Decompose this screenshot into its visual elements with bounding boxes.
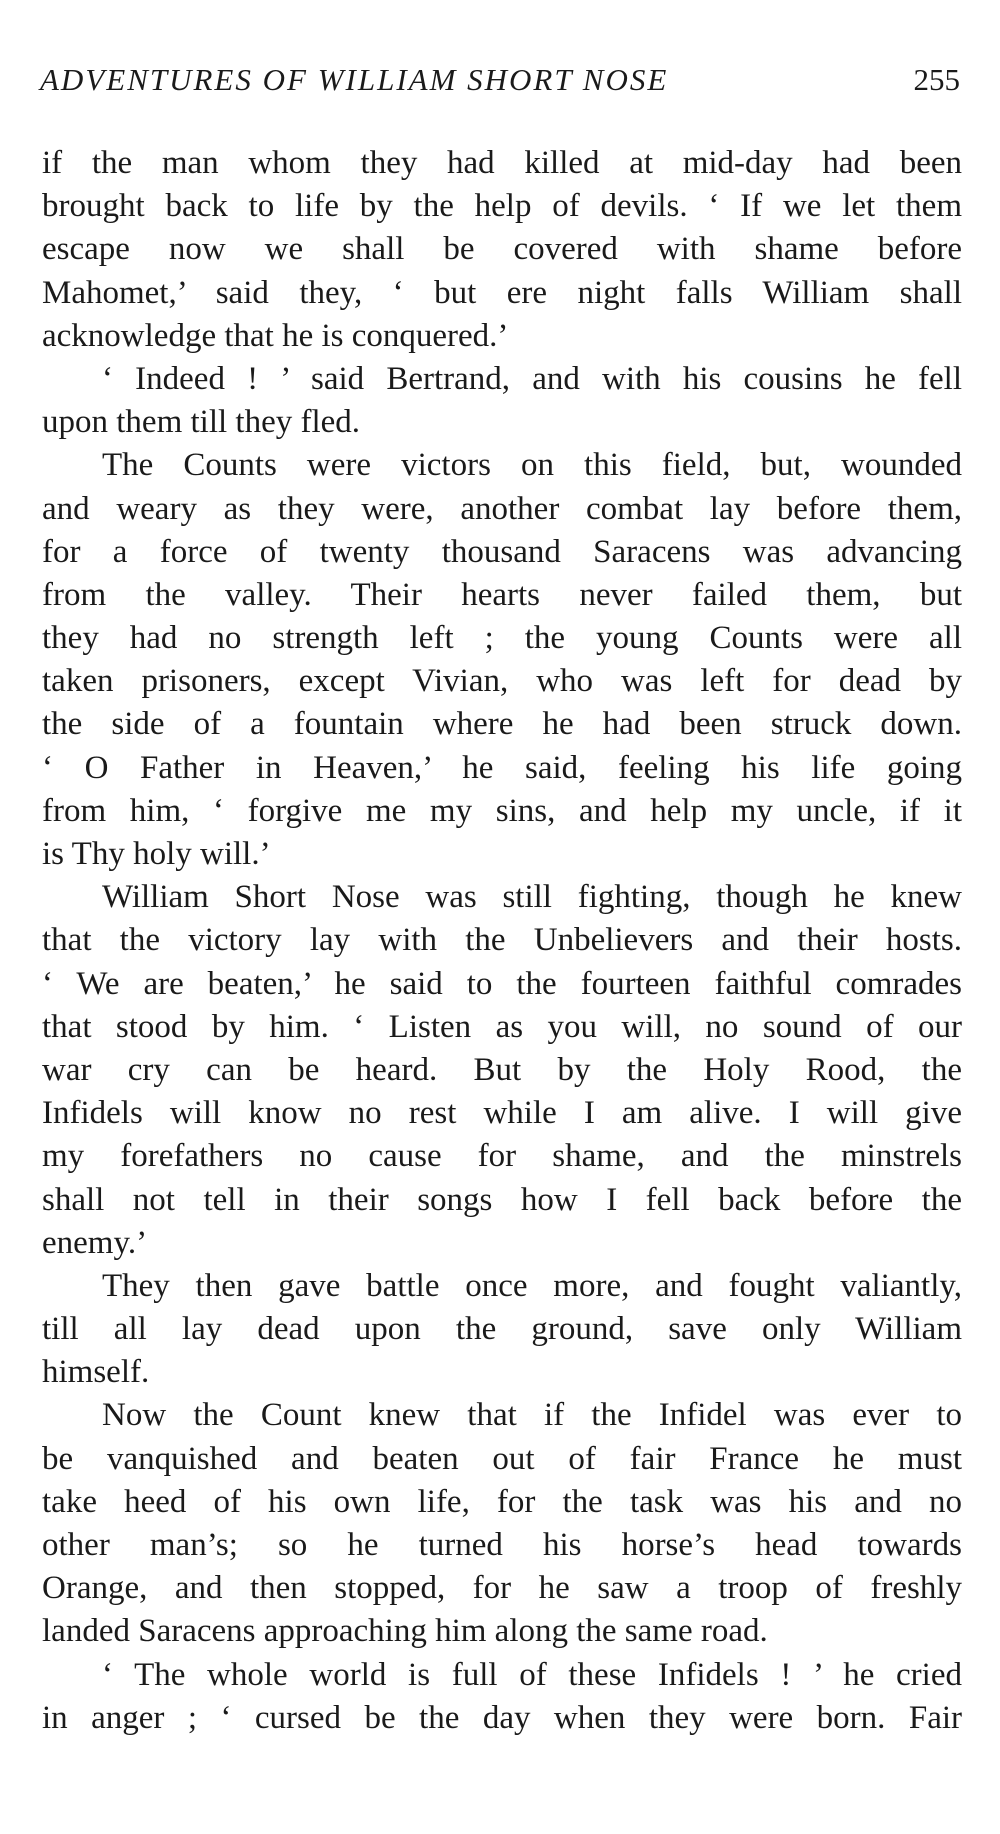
text-line: war cry can be heard. But by the Holy Rood, the <box>42 1051 962 1088</box>
running-title: ADVENTURES OF WILLIAM SHORT NOSE <box>40 62 669 97</box>
text-line: and weary as they were, another combat lay before them, <box>42 490 962 527</box>
text-line: my forefathers no cause for shame, and the minstrels <box>42 1138 962 1175</box>
text-line: taken prisoners, except Vivian, who was left for dead by <box>42 663 962 700</box>
text-line: that the victory lay with the Unbelievers and their hosts. <box>42 922 962 959</box>
text-line: that stood by him. ‘ Listen as you will, no sound of our <box>42 1008 962 1045</box>
text-line: acknowledge that he is conquered.’ <box>42 317 509 354</box>
text-line: till all lay dead upon the ground, save only William <box>42 1311 962 1348</box>
text-line: Mahomet,’ said they, ‘ but ere night falls William shall <box>42 274 962 311</box>
text-line: They then gave battle once more, and fought valiantly, <box>102 1267 962 1304</box>
text-line: landed Saracens approaching him along the same road. <box>42 1613 768 1650</box>
text-line: The Counts were victors on this field, but, wounded <box>102 447 962 484</box>
text-line: ‘ The whole world is full of these Infidels ! ’ he cried <box>102 1656 962 1693</box>
text-line: for a force of twenty thousand Saracens was advancing <box>42 533 962 570</box>
text-line: is Thy holy will.’ <box>42 836 271 872</box>
text-line: himself. <box>42 1354 150 1391</box>
running-head <box>40 62 960 112</box>
text-line: enemy.’ <box>42 1224 148 1261</box>
text-line: from him, ‘ forgive me my sins, and help my uncle, if it <box>42 792 962 829</box>
text-line: from the valley. Their hearts never failed them, but <box>42 576 962 613</box>
text-line: they had no strength left ; the young Counts were all <box>42 620 962 657</box>
text-line: in anger ; ‘ cursed be the day when they were born. Fair <box>42 1699 962 1736</box>
text-line: Infidels will know no rest while I am alive. I will give <box>42 1095 962 1132</box>
text-line: take heed of his own life, for the task was his and no <box>42 1483 962 1520</box>
text-line: other man’s; so he turned his horse’s head towards <box>42 1527 962 1563</box>
text-line: the side of a fountain where he had been struck down. <box>42 706 962 743</box>
text-line: William Short Nose was still fighting, though he knew <box>102 879 962 916</box>
text-line: ‘ O Father in Heaven,’ he said, feeling his life going <box>42 749 962 786</box>
text-line: be vanquished and beaten out of fair France he must <box>42 1440 962 1477</box>
text-line: upon them till they fled. <box>42 404 361 441</box>
text-line: shall not tell in their songs how I fell back before the <box>42 1181 962 1218</box>
text-line: Now the Count knew that if the Infidel was ever to <box>102 1397 962 1434</box>
body-text <box>42 142 962 1740</box>
text-line: if the man whom they had killed at mid-day had been <box>42 145 962 181</box>
text-line: Orange, and then stopped, for he saw a troop of freshly <box>42 1570 962 1607</box>
text-line: brought back to life by the help of devils. ‘ If we let them <box>42 188 962 225</box>
text-line: ‘ We are beaten,’ he said to the fourteen faithful comrades <box>42 965 962 1002</box>
text-line: escape now we shall be covered with shame before <box>42 231 962 268</box>
page-number: 255 <box>913 62 960 97</box>
text-line: ‘ Indeed ! ’ said Bertrand, and with his cousins he fell <box>102 360 962 397</box>
